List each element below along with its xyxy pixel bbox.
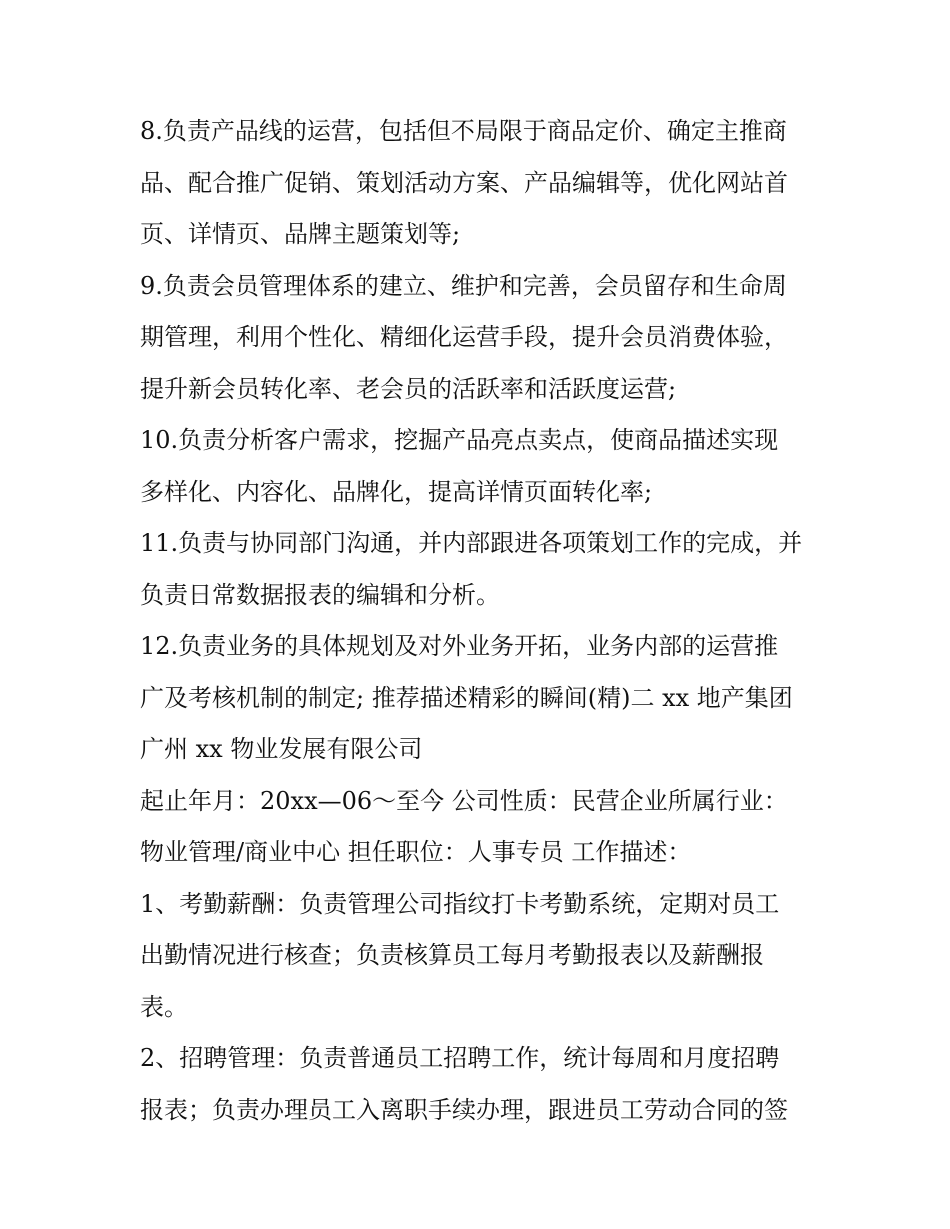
text-line: 提升新会员转化率、老会员的活跃率和活跃度运营; [140, 374, 677, 403]
text-line: 页、详情页、品牌主题策划等; [140, 220, 461, 248]
text-line: 表。 [140, 992, 188, 1021]
text-line: 多样化、内容化、品牌化，提高详情页面转化率; [140, 477, 653, 506]
text-line: 1、考勤薪酬：负责管理公司指纹打卡考勤系统，定期对员工 [140, 889, 780, 918]
text-line: 负责日常数据报表的编辑和分析。 [140, 580, 500, 609]
text-line: 8.负责产品线的运营，包括但不局限于商品定价、确定主推商 [140, 117, 787, 145]
text-line: 11.负责与协同部门沟通，并内部跟进各项策划工作的完成，并 [140, 529, 803, 557]
text-line: 2、招聘管理：负责普通员工招聘工作，统计每周和月度招聘 [140, 1044, 780, 1072]
text-line: 9.负责会员管理体系的建立、维护和完善，会员留存和生命周 [140, 271, 787, 300]
text-line: 报表；负责办理员工入离职手续办理，跟进员工劳动合同的签 [140, 1095, 788, 1124]
text-line: 物业管理/商业中心 担任职位：人事专员 工作描述： [140, 838, 692, 866]
text-line: 广及考核机制的制定; 推荐描述精彩的瞬间(精)二 xx 地产集团 [140, 683, 793, 712]
document-body [140, 106, 830, 1136]
text-line: 广州 xx 物业发展有限公司 [140, 735, 423, 763]
text-line: 12.负责业务的具体规划及对外业务开拓，业务内部的运营推 [140, 632, 779, 660]
text-line: 品、配合推广促销、策划活动方案、产品编辑等，优化网站首 [140, 168, 788, 197]
text-line: 起止年月：20xx—06～至今 公司性质：民营企业所属行业： [140, 786, 788, 815]
text-line: 出勤情况进行核查；负责核算员工每月考勤报表以及薪酬报 [140, 941, 764, 969]
text-line: 期管理，利用个性化、精细化运营手段，提升会员消费体验， [140, 323, 788, 351]
text-line: 10.负责分析客户需求，挖掘产品亮点卖点，使商品描述实现 [140, 426, 779, 454]
